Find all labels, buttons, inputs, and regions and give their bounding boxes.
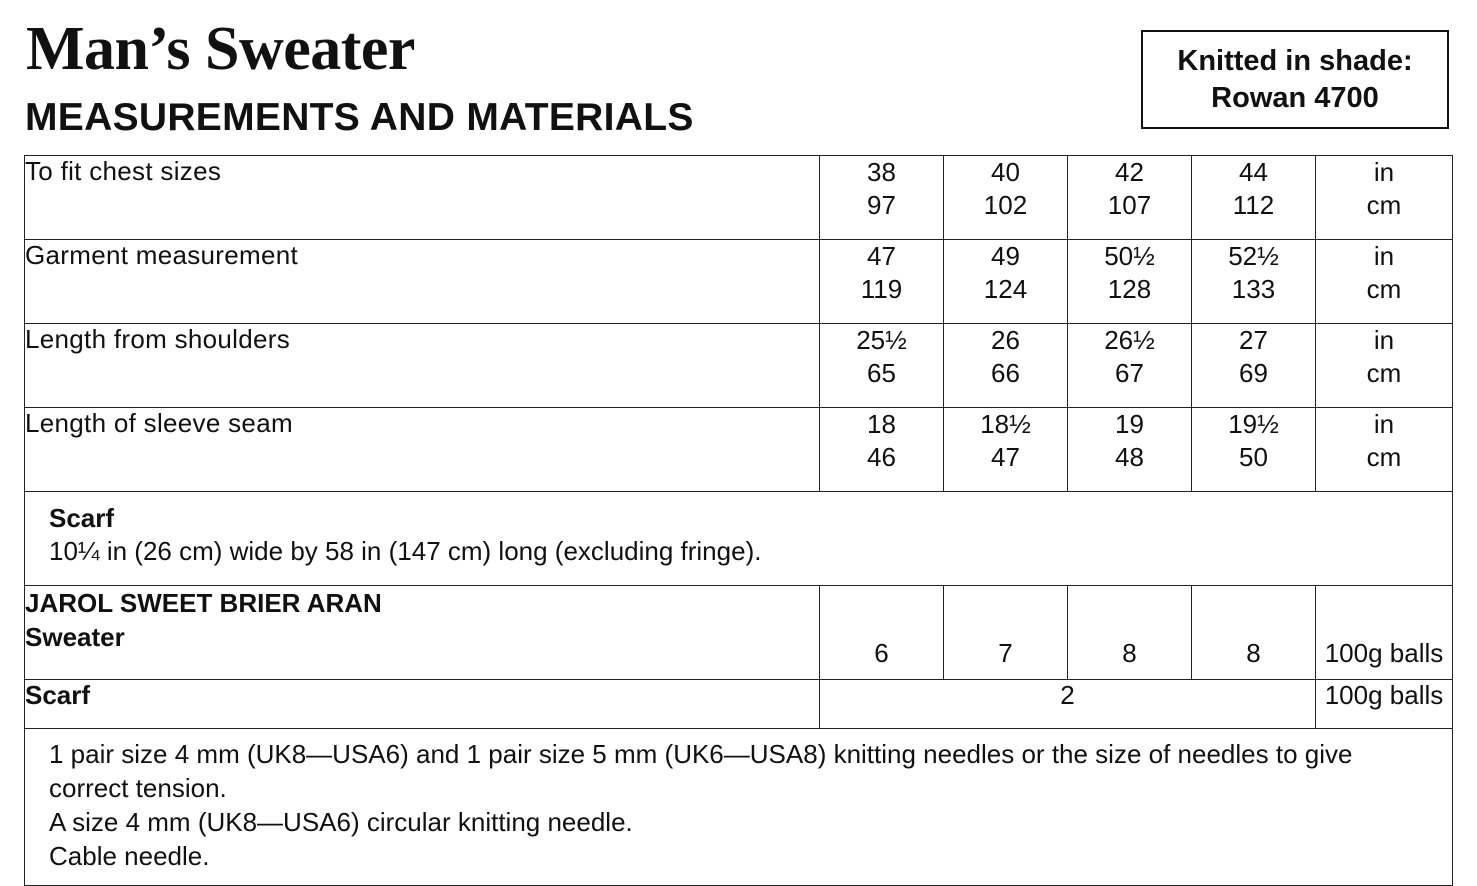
scarf-yarn-balls-cell: 2: [820, 680, 1316, 729]
size-cell: 26 66: [944, 324, 1068, 408]
yarn-unit-cell: 100g balls: [1316, 586, 1453, 680]
unit-cell: in cm: [1316, 156, 1453, 240]
row-label: Length from shoulders: [25, 324, 820, 408]
scarf-cell: [25, 492, 1453, 586]
size-cell: 44 112: [1192, 156, 1316, 240]
unit-cell: in cm: [1316, 240, 1453, 324]
notes-line: Cable needle.: [49, 841, 210, 871]
row-label: To fit chest sizes: [25, 156, 820, 240]
size-cell: 52½ 133: [1192, 240, 1316, 324]
size-cell: 49 124: [944, 240, 1068, 324]
yarn-balls-cell: 6: [820, 586, 944, 680]
size-cell: 18 46: [820, 408, 944, 492]
shade-value: Rowan 4700: [1211, 81, 1379, 114]
row-label: Length of sleeve seam: [25, 408, 820, 492]
size-cell: 18½ 47: [944, 408, 1068, 492]
table-row: [25, 324, 1453, 408]
scarf-heading: Scarf: [49, 503, 115, 533]
yarn-row: [25, 586, 1453, 680]
size-cell: 50½ 128: [1068, 240, 1192, 324]
yarn-balls-cell: 7: [944, 586, 1068, 680]
yarn-balls-cell: 8: [1192, 586, 1316, 680]
notes-cell: [25, 729, 1453, 886]
measurements-table: [24, 155, 1453, 886]
row-label: Garment measurement: [25, 240, 820, 324]
size-cell: 40 102: [944, 156, 1068, 240]
size-cell: 47 119: [820, 240, 944, 324]
scarf-yarn-row: [25, 680, 1453, 729]
yarn-label: [25, 586, 820, 680]
scarf-yarn-unit-cell: 100g balls: [1316, 680, 1453, 729]
scarf-description: 10¼ in (26 cm) wide by 58 in (147 cm) long (excluding fringe).: [49, 536, 762, 566]
size-cell: 42 107: [1068, 156, 1192, 240]
notes-line: A size 4 mm (UK8—USA6) circular knitting needle.: [49, 807, 633, 837]
size-cell: 38 97: [820, 156, 944, 240]
shade-box: [1141, 30, 1449, 129]
size-cell: 26½ 67: [1068, 324, 1192, 408]
page-subtitle: MEASUREMENTS AND MATERIALS: [25, 96, 694, 139]
notes-row: [25, 729, 1453, 886]
notes-line: 1 pair size 4 mm (UK8—USA6) and 1 pair size 5 mm (UK6—USA8) knitting needles or the size of needles to give correct tension.: [49, 739, 1353, 803]
yarn-item: Sweater: [25, 622, 125, 652]
scarf-yarn-label: Scarf: [25, 680, 820, 729]
yarn-name: JAROL SWEET BRIER ARAN: [25, 588, 382, 618]
page-title: Man’s Sweater: [26, 15, 415, 83]
size-cell: 27 69: [1192, 324, 1316, 408]
yarn-balls-cell: 8: [1068, 586, 1192, 680]
size-cell: 25½ 65: [820, 324, 944, 408]
scarf-row: [25, 492, 1453, 586]
shade-label: Knitted in shade:: [1177, 44, 1413, 77]
table-row: [25, 240, 1453, 324]
table-row: [25, 408, 1453, 492]
table-row: [25, 156, 1453, 240]
unit-cell: in cm: [1316, 408, 1453, 492]
size-cell: 19½ 50: [1192, 408, 1316, 492]
size-cell: 19 48: [1068, 408, 1192, 492]
unit-cell: in cm: [1316, 324, 1453, 408]
